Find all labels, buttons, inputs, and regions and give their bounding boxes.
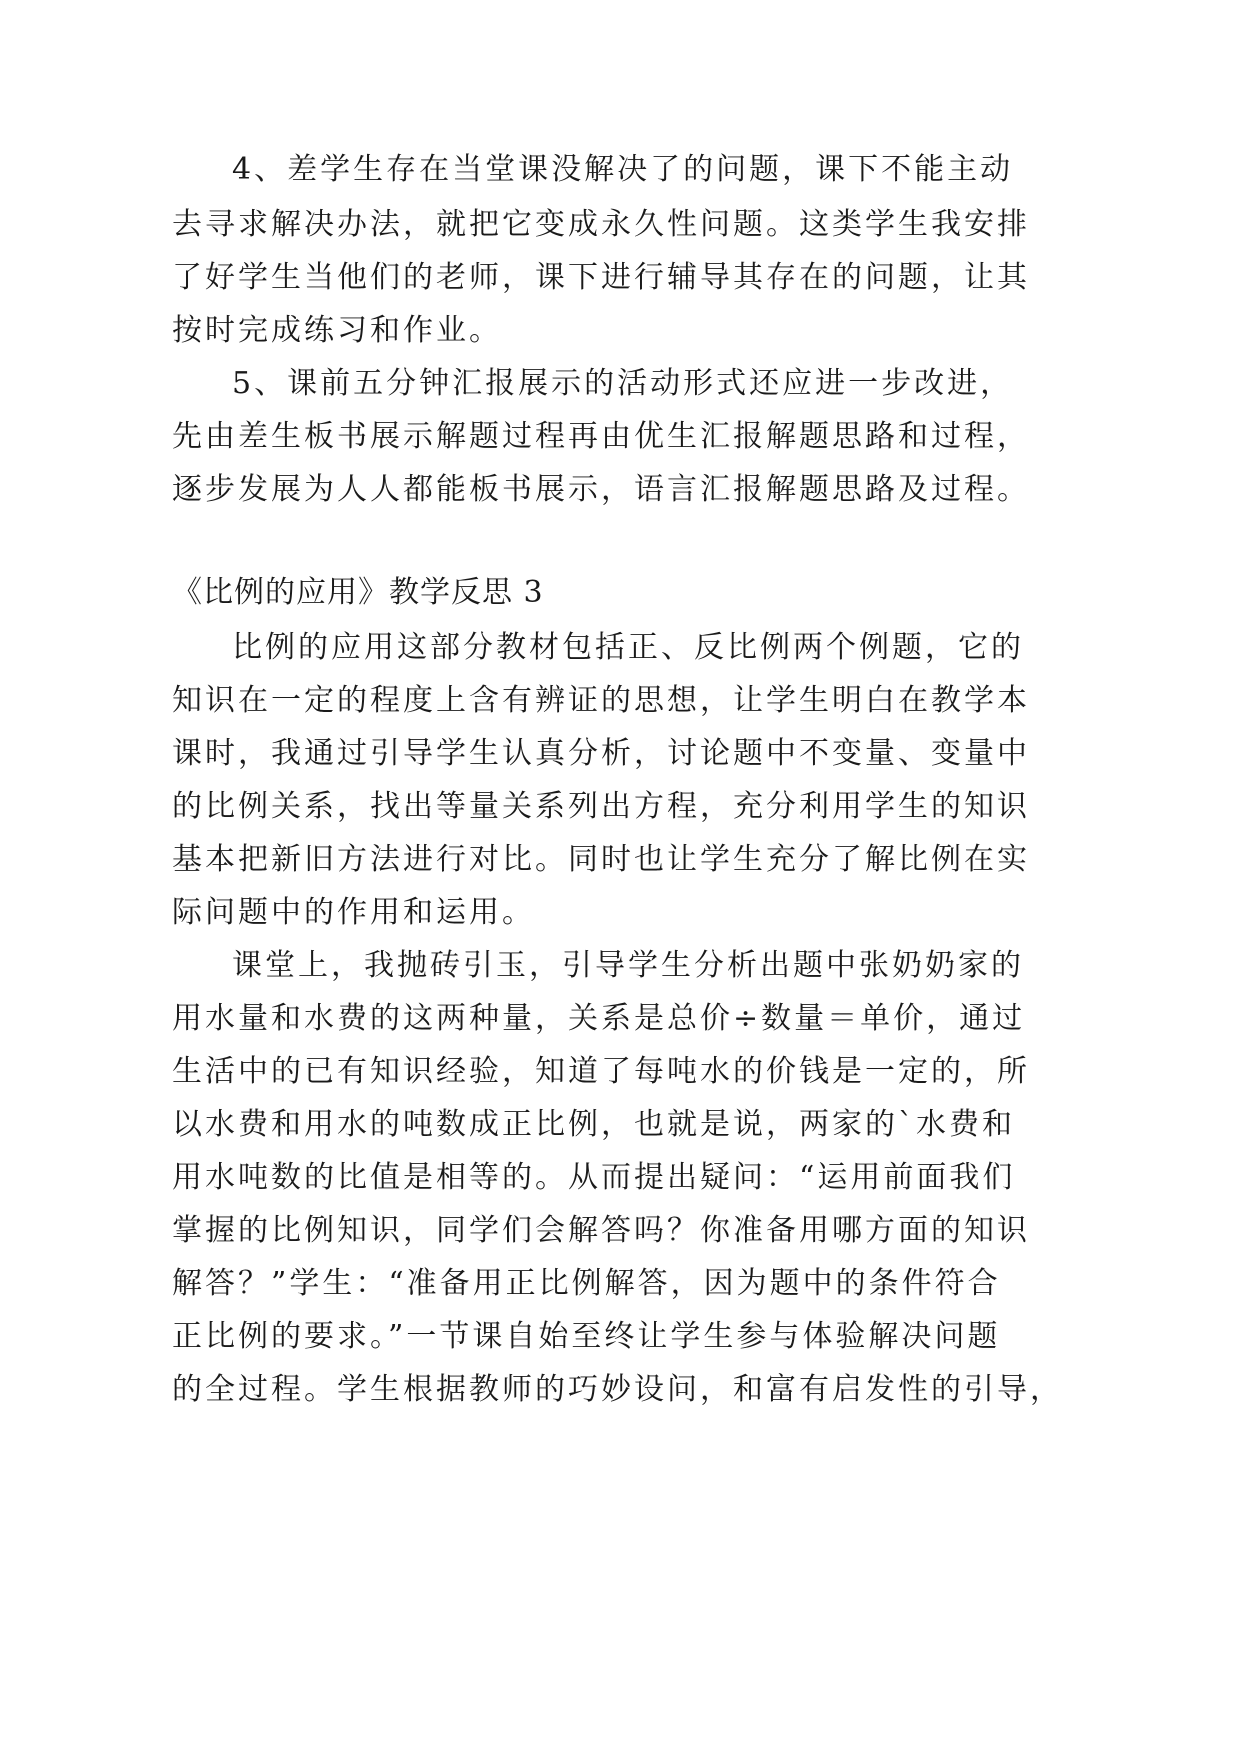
paragraph-4-line-4: 按时完成练习和作业。	[172, 313, 502, 348]
paragraph-a-line-5: 基本把新旧方法进行对比。同时也让学生充分了解比例在实	[172, 842, 1030, 877]
paragraph-b-line-3: 生活中的已有知识经验，知道了每吨水的价钱是一定的，所	[172, 1054, 1030, 1089]
paragraph-b-line-5: 用水吨数的比值是相等的。从而提出疑问：“运用前面我们	[172, 1160, 1016, 1195]
paragraph-a-line-6: 际问题中的作用和运用。	[172, 895, 535, 930]
paragraph-b-line-6: 掌握的比例知识，同学们会解答吗？你准备用哪方面的知识	[172, 1213, 1030, 1248]
paragraph-a-line-3: 课时，我通过引导学生认真分析，讨论题中不变量、变量中	[172, 736, 1030, 771]
paragraph-4-line-3: 了好学生当他们的老师，课下进行辅导其存在的问题，让其	[172, 260, 1030, 295]
paragraph-4-line-2: 去寻求解决办法，就把它变成永久性问题。这类学生我安排	[172, 207, 1030, 242]
paragraph-b-line-4: 以水费和用水的吨数成正比例，也就是说，两家的`水费和	[172, 1107, 1015, 1142]
paragraph-b-line-1: 课堂上，我抛砖引玉，引导学生分析出题中张奶奶家的	[232, 948, 1024, 983]
paragraph-5-line-1: 5、课前五分钟汇报展示的活动形式还应进一步改进，	[232, 366, 1014, 401]
paragraph-b-line-7: 解答？”学生：“准备用正比例解答，因为题中的条件符合	[172, 1266, 1001, 1301]
paragraph-a-line-2: 知识在一定的程度上含有辨证的思想，让学生明白在教学本	[172, 683, 1030, 718]
section-title: 《比例的应用》教学反思 3	[172, 575, 544, 610]
paragraph-b-line-2: 用水量和水费的这两种量，关系是总价÷数量＝单价，通过	[172, 1001, 1026, 1036]
paragraph-a-line-1: 比例的应用这部分教材包括正、反比例两个例题，它的	[232, 630, 1024, 665]
paragraph-5-line-2: 先由差生板书展示解题过程再由优生汇报解题思路和过程，	[172, 419, 1030, 454]
paragraph-b-line-8: 正比例的要求。”一节课自始至终让学生参与体验解决问题	[172, 1319, 1001, 1354]
paragraph-b-line-9: 的全过程。学生根据教师的巧妙设问，和富有启发性的引导，	[172, 1372, 1063, 1407]
paragraph-5-line-3: 逐步发展为人人都能板书展示，语言汇报解题思路及过程。	[172, 472, 1030, 507]
paragraph-a-line-4: 的比例关系，找出等量关系列出方程，充分利用学生的知识	[172, 789, 1030, 824]
paragraph-4-line-1: 4、差学生存在当堂课没解决了的问题，课下不能主动	[232, 152, 1014, 187]
